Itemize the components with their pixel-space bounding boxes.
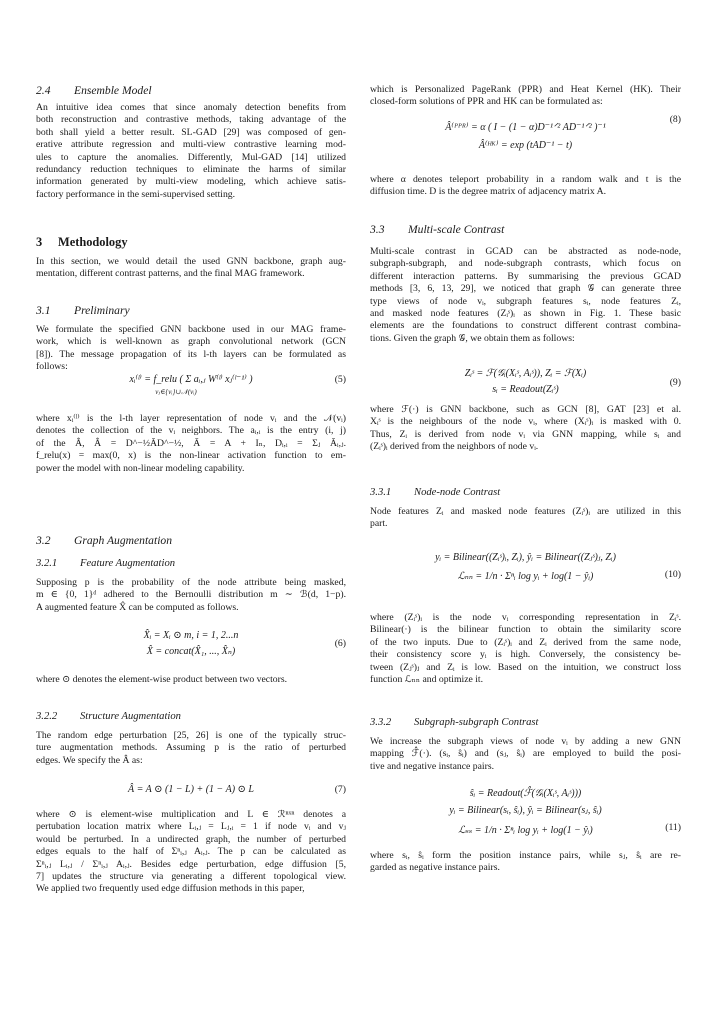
section-number: 3.3 xyxy=(370,223,385,236)
text-line: would be perturbed. In a undirected graph, the number of perturbed xyxy=(36,833,346,845)
section-heading-3-2-2 xyxy=(36,710,346,723)
paragraph-ppr xyxy=(370,84,681,109)
text-line: Bilinear(·) is the bilinear function to obtain the similarity score xyxy=(370,624,681,636)
equation-number: (10) xyxy=(664,569,681,580)
text-line: methods [3, 6, 13, 29], we noticed that graph 𝒢 can generate three xyxy=(370,283,681,295)
section-number: 3.2 xyxy=(36,534,51,547)
text-line: where ℱ(·) is GNN backbone, such as GCN [8], GAT [23] et al. xyxy=(370,404,681,415)
text-line: subgraph-subgraph, and node-subgraph contrasts, which focus on xyxy=(370,258,681,270)
equation-line: Â⁽ᴾᴾᴿ⁾ = α ( I − (1 − α)D⁻¹ᐟ² AD⁻¹ᐟ² )⁻¹ xyxy=(445,122,606,133)
section-number: 3 xyxy=(36,235,43,249)
text-line: and masked node features (Zᵢˢ)ᵢ as shown in Fig. 1. These basic xyxy=(370,308,681,320)
text-line: In this section, we would detail the used GNN backbone, graph aug- xyxy=(36,256,346,267)
text-line: The random edge perturbation [25, 26] is one of the typically struc- xyxy=(36,730,346,741)
equation-line: xᵢ⁽ˡ⁾ = f_relu ( Σ aᵢ,ⱼ W⁽ˡ⁾ xⱼ⁽ˡ⁻¹⁾ ) xyxy=(129,374,253,385)
text-line: closed-form solutions of PPR and HK can be formulated as: xyxy=(370,96,603,108)
equation-8 xyxy=(370,114,681,154)
text-line: where xᵢ⁽ˡ⁾ is the l-th layer representation of node vᵢ and the 𝒩(vᵢ) xyxy=(36,413,346,424)
equation-line: X̂ᵢ = Xᵢ ⊙ m, i = 1, 2...n xyxy=(143,630,239,641)
text-line: mentation, different contrast patterns, and the final MAG framework. xyxy=(36,268,305,280)
equation-line: Zᵢˢ = ℱ(𝒢ᵢ(Xᵢˢ, Aᵢˢ)), Zᵢ = ℱ(Xᵢ) xyxy=(464,368,587,379)
paragraph-subgraph-subgraph xyxy=(370,736,681,773)
text-line: edges. We specify the Â as: xyxy=(36,754,143,766)
paragraph-where-8 xyxy=(370,174,681,199)
text-line: Thus, Zᵢ is derived from node vᵢ via GNN mapping, while sᵢ and xyxy=(370,428,681,440)
equation-line: Â = A ⊙ (1 − L) + (1 − A) ⊙ L xyxy=(128,784,254,795)
section-number: 2.4 xyxy=(36,84,51,97)
text-line: tive and negative instance pairs. xyxy=(370,760,495,772)
text-line: erative attribute regression and multi-view contrastive learning mod- xyxy=(36,139,346,151)
section-title: Methodology xyxy=(58,235,128,249)
text-line: pertubation location matrix where Lᵢ,ⱼ = Lⱼ,ᵢ = 1 if node vᵢ and vⱼ xyxy=(36,821,346,833)
text-line: Node features Zᵢ and masked node features (Zᵢˢ)ᵢ are utilized in this xyxy=(370,506,681,517)
paragraph-methodology xyxy=(36,256,346,281)
paragraph-where-9 xyxy=(370,404,681,454)
text-line: garded as negative instance pairs. xyxy=(370,862,500,874)
text-line: factory performance in the semi-supervised setting. xyxy=(36,188,236,200)
section-heading-2-4 xyxy=(36,84,346,98)
text-line: diffusion time. D is the degree matrix of adjacency matrix A. xyxy=(370,186,607,198)
paragraph-where-5 xyxy=(36,413,346,475)
text-line: part. xyxy=(370,518,388,530)
text-line: follows: xyxy=(36,361,68,373)
equation-number: (9) xyxy=(669,377,681,388)
text-line: where ⊙ denotes the element-wise product between two vectors. xyxy=(36,674,288,685)
section-heading-3-3 xyxy=(370,223,681,237)
paragraph-node-node xyxy=(370,506,681,531)
section-heading-3-3-2 xyxy=(370,716,681,729)
equation-7 xyxy=(36,782,346,798)
equation-number: (7) xyxy=(334,784,346,795)
section-title: Multi-scale Contrast xyxy=(408,223,505,236)
text-line: edges equals to the half of Σⁿᵢ,ⱼ Aᵢ,ⱼ. The p can be calculated as xyxy=(36,846,346,858)
text-line: ture augmentation methods. Assuming p is the ratio of perturbed xyxy=(36,742,346,754)
text-line: where sᵢ, ŝᵢ form the position instance pairs, while sⱼ, ŝᵢ are re- xyxy=(370,850,681,861)
section-title: Preliminary xyxy=(74,304,130,317)
text-line: where (Zᵢˢ)ᵢ is the node vᵢ corresponding representation in Zᵢˢ. xyxy=(370,612,681,623)
section-number: 3.2.2 xyxy=(36,711,58,722)
text-line: 7] updates the structure via generating a different topological view. xyxy=(36,871,346,883)
paragraph-feature-augmentation xyxy=(36,577,346,614)
text-line: m ∈ {0, 1}ᵈ adhered to the Bernoulli distribution m ∼ ℬ(d, 1−p). xyxy=(36,589,346,601)
equation-subscript: vⱼ∈{vᵢ}∪𝒩(vᵢ) xyxy=(155,388,197,396)
text-line: tions. Given the graph 𝒢, we obtain them as follows: xyxy=(370,332,575,344)
paragraph-preliminary xyxy=(36,324,346,374)
text-line: where α denotes teleport probability in a random walk and t is the xyxy=(370,174,681,185)
text-line: Σⁿᵢ,ⱼ Lᵢ,ⱼ / Σⁿᵢ,ⱼ Aᵢ,ⱼ. Besides edge perturbation, edge diffusion [5, xyxy=(36,858,346,870)
section-title: Graph Augmentation xyxy=(74,534,173,547)
section-title: Node-node Contrast xyxy=(414,487,501,498)
equation-10 xyxy=(370,547,681,585)
text-line: We increase the subgraph views of node vᵢ by adding a new GNN xyxy=(370,736,681,747)
equation-11 xyxy=(370,786,681,842)
equation-number: (11) xyxy=(665,822,681,833)
paragraph-where-10 xyxy=(370,612,681,686)
text-line: work, which is well-known as graph convolutional network (GCN xyxy=(36,336,346,348)
equation-line: yᵢ = Bilinear(sᵢ, ŝᵢ), ŷᵢ = Bilinear(sⱼ, ŝᵢ) xyxy=(449,805,602,816)
section-number: 3.3.1 xyxy=(370,487,392,498)
equation-5 xyxy=(36,372,346,396)
text-line: power the model with non-linear modeling capability. xyxy=(36,462,245,474)
text-line: Supposing p is the probability of the node attribute being masked, xyxy=(36,577,346,588)
section-title: Subgraph-subgraph Contrast xyxy=(414,717,539,728)
paragraph-where-6 xyxy=(36,674,346,686)
text-line: different interaction patterns. By summarising the previous GCAD xyxy=(370,270,681,282)
equation-number: (5) xyxy=(334,374,346,385)
text-line: We applied two frequently used edge diffusion methods in this paper, xyxy=(36,883,305,895)
paragraph-ensemble xyxy=(36,102,346,201)
equation-line: Â⁽ᴴᴷ⁾ = exp (tAD⁻¹ − t) xyxy=(478,140,573,151)
section-number: 3.3.2 xyxy=(370,717,392,728)
paragraph-where-11 xyxy=(370,850,681,875)
equation-line: ŝᵢ = Readout(ℱ̂(𝒢ᵢ(Xᵢˢ, Aᵢˢ))) xyxy=(469,788,582,799)
text-line: both reconstruction and contrastive methods, taking advantage of the xyxy=(36,114,346,126)
section-title: Structure Augmentation xyxy=(80,711,181,722)
text-line: of the two inputs. Due to (Zᵢˢ)ᵢ and Zᵢ derived from the same node, xyxy=(370,636,681,648)
paragraph-multi-scale xyxy=(370,246,681,345)
section-number: 3.1 xyxy=(36,304,51,317)
text-line: redundancy reduction techniques to eliminate the harms of similar xyxy=(36,164,346,176)
equation-6 xyxy=(36,628,346,660)
text-line: of the Â, Â = D^−½ĀD^−½, Ā = A + Iₙ, Dᵢ,ᵢ = Σⱼ Āᵢ,ⱼ. xyxy=(36,437,346,449)
section-title: Feature Augmentation xyxy=(80,558,176,569)
text-line: Multi-scale contrast in GCAD can be abstracted as node-node, xyxy=(370,246,681,257)
text-line: An intuitive idea comes that since anomaly detection benefits from xyxy=(36,102,346,113)
equation-9 xyxy=(370,366,681,398)
text-line: elements are the foundations to construct different contrast combina- xyxy=(370,320,681,332)
equation-line: X̂ = concat(X̂₁, ..., X̂ₙ) xyxy=(146,646,236,657)
text-line: tween (Zⱼˢ)ⱼ and Zᵢ is low. Based on the intuition, we construct loss xyxy=(370,661,681,673)
text-line: their consistency score yᵢ is high. Conversely, the consistency be- xyxy=(370,649,681,661)
text-line: f_relu(x) = max(0, x) is the non-linear activation function to em- xyxy=(36,450,346,462)
section-heading-3-3-1 xyxy=(370,486,681,499)
text-line: Xᵢˢ is the neighbours of the node vᵢ, where (Xᵢˢ)ᵢ is masked with 0. xyxy=(370,416,681,428)
equation-line: yᵢ = Bilinear((Zᵢˢ)ᵢ, Zᵢ), ŷᵢ = Bilinear((Zⱼˢ)ⱼ, Zᵢ) xyxy=(435,552,616,563)
section-number: 3.2.1 xyxy=(36,558,58,569)
paragraph-where-7 xyxy=(36,809,346,896)
text-line: where ⊙ is element-wise multiplication and L ∈ ℛⁿˣⁿ denotes a xyxy=(36,809,346,820)
paragraph-structure-augmentation xyxy=(36,730,346,767)
text-line: type views of node vᵢ, subgraph features sᵢ, node features Zᵢ, xyxy=(370,295,681,307)
text-line: [8]). The message propagation of its l-th layers can be formulated as xyxy=(36,348,346,360)
text-line: denotes the collection of the vᵢ neighbors. The aᵢ,ᵢ is the entry (i, j) xyxy=(36,425,346,437)
section-heading-3 xyxy=(36,235,346,250)
text-line: which is Personalized PageRank (PPR) and Heat Kernel (HK). Their xyxy=(370,84,681,95)
equation-line: sᵢ = Readout(Zᵢˢ) xyxy=(492,384,559,395)
equation-number: (6) xyxy=(334,638,346,649)
equation-line: ℒₛₛ = 1/n · Σⁿᵢ log yᵢ + log(1 − ŷᵢ) xyxy=(458,825,593,836)
section-heading-3-2 xyxy=(36,534,346,548)
section-heading-3-1 xyxy=(36,304,346,318)
text-line: (Zᵢˢ)ᵢ derived from the neighbors of node vᵢ. xyxy=(370,441,539,453)
section-title: Ensemble Model xyxy=(74,84,152,97)
text-line: mapping ℱ̂(·). (sᵢ, ŝᵢ) and (sⱼ, ŝᵢ) are employed to build the posi- xyxy=(370,748,681,760)
text-line: both shall yield a better result. SL-GAD [29] was composed of gen- xyxy=(36,126,346,138)
equation-number: (8) xyxy=(669,114,681,125)
text-line: information generated by multi-view modeling, which achieve satis- xyxy=(36,176,346,188)
text-line: ules to capture the anomalies. Differently, Mul-GAD [14] utilized xyxy=(36,151,346,163)
section-heading-3-2-1 xyxy=(36,557,346,570)
equation-line: ℒₙₙ = 1/n · Σⁿᵢ log yᵢ + log(1 − ŷᵢ) xyxy=(457,571,594,582)
text-line: function ℒₙₙ and optimize it. xyxy=(370,674,484,686)
text-line: A augmented feature X̂ can be computed as follows. xyxy=(36,601,239,613)
text-line: We formulate the specified GNN backbone used in our MAG frame- xyxy=(36,324,346,335)
